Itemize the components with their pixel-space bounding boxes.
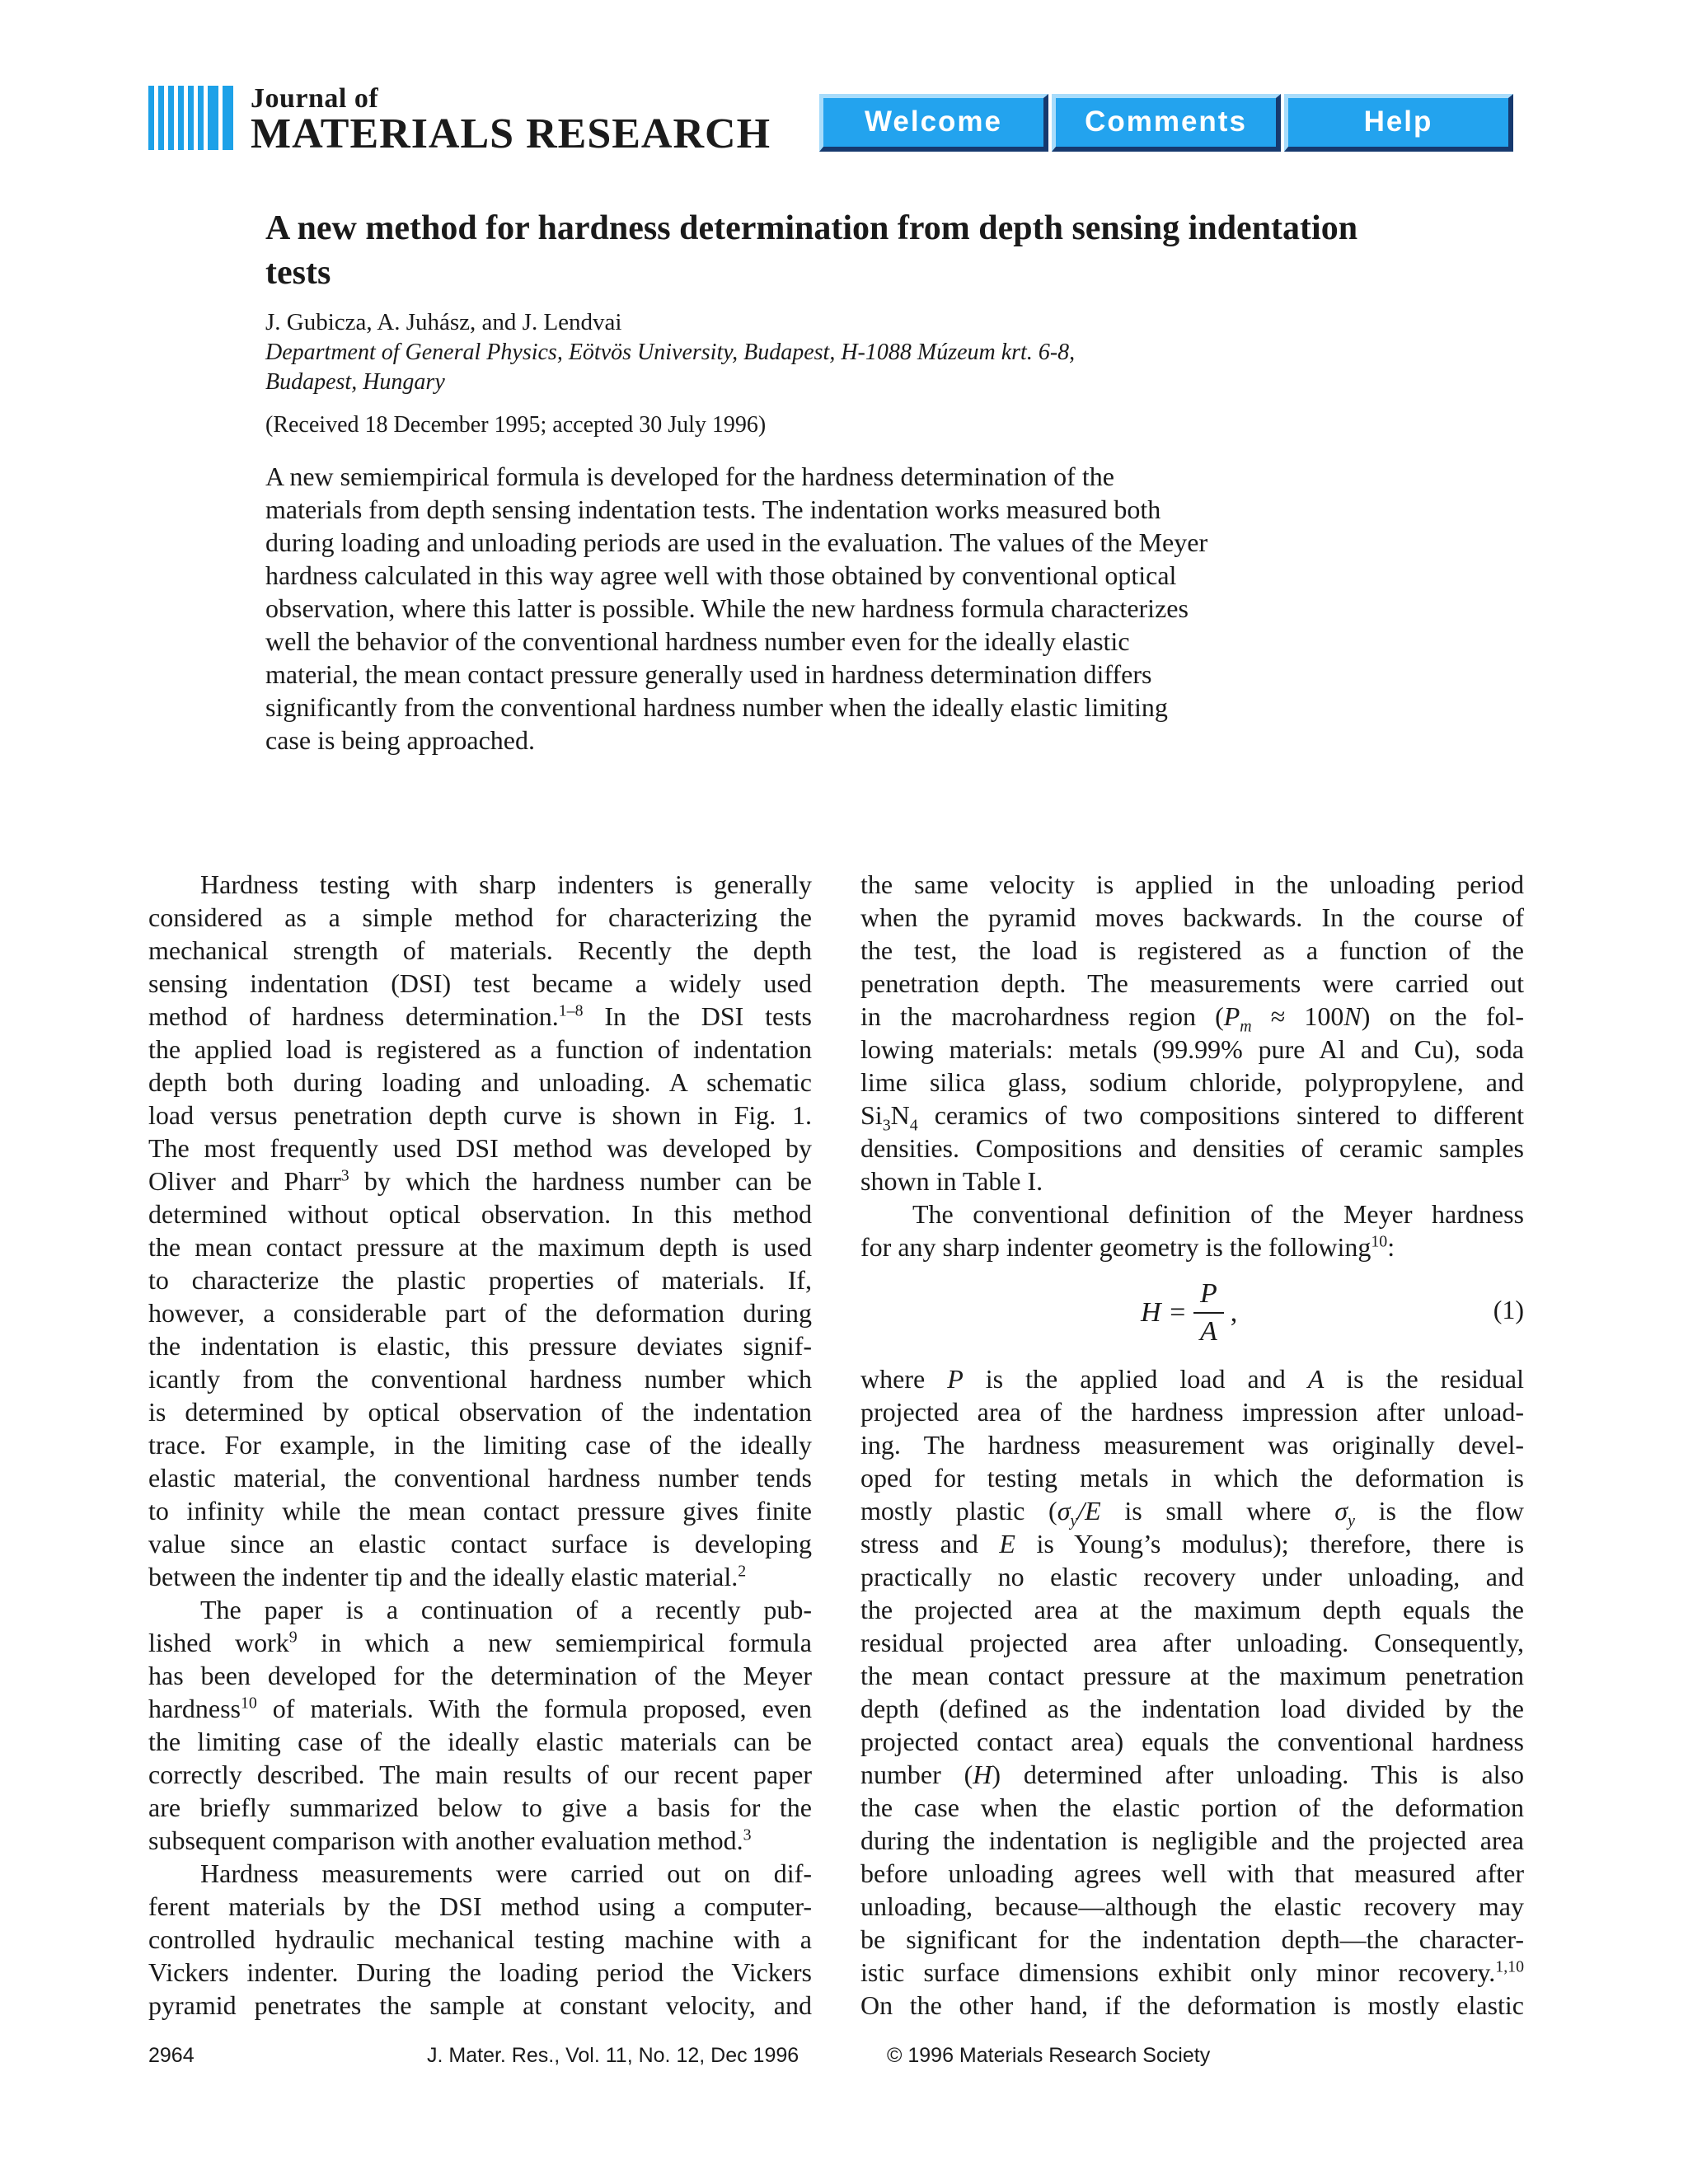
nav-bar <box>819 94 1513 152</box>
citation-ref: 3 <box>340 1166 349 1185</box>
equation-body: H = $\frac{P}{A}$ , <box>1141 1278 1238 1347</box>
text-line: the mean contact pressure at the maximum depth is used <box>148 1232 812 1262</box>
citation-ref: 10 <box>1371 1232 1388 1251</box>
text-line: the indentation is elastic, this pressure deviates signif- <box>148 1331 812 1361</box>
abstract-line: significantly from the conventional hardness number when the ideally elastic limiting <box>265 692 1168 722</box>
text-line: Oliver and Pharr$^3$ by which the hardness number can be <box>148 1166 813 1196</box>
abstract-line: A new semiempirical formula is developed for the hardness determination of the <box>265 462 1114 491</box>
logo-title: MATERIALS RESEARCH <box>251 110 771 157</box>
abstract <box>265 460 1337 757</box>
citation-ref: 1–8 <box>558 1001 584 1020</box>
text-line: lime silica glass, sodium chloride, polypropylene, and <box>860 1067 1524 1097</box>
text-line: in the macrohardness region $(P_m \approx 100N)$ on the fol- <box>860 1001 1525 1036</box>
journal-citation: J. Mater. Res., Vol. 11, No. 12, Dec 1996 <box>427 2044 799 2067</box>
abstract-line: well the behavior of the conventional hardness number even for the ideally elastic <box>265 626 1130 656</box>
text-line: ferent materials by the DSI method using a computer- <box>148 1891 812 1921</box>
text-line: penetration depth. The measurements were carried out <box>860 968 1524 998</box>
text-line: Hardness testing with sharp indenters is generally <box>200 869 812 899</box>
text-line: where P is the applied load and A is the residual <box>860 1364 1525 1394</box>
equation-numerator: P <box>1193 1277 1224 1314</box>
text-line: Vickers indenter. During the loading period the Vickers <box>148 1957 812 1987</box>
abstract-line: case is being approached. <box>265 725 535 755</box>
text-line: On the other hand, if the deformation is mostly elastic <box>860 1990 1524 2020</box>
text-line: practically no elastic recovery under unloading, and <box>860 1562 1524 1591</box>
text-line: during the indentation is negligible and the projected area <box>860 1825 1524 1855</box>
text-line: The conventional definition of the Meyer hardness <box>912 1199 1524 1229</box>
text-line: mechanical strength of materials. Recently the depth <box>148 935 812 965</box>
logo-journal: Journal of <box>251 83 379 114</box>
text-line: to infinity while the mean contact pressure gives finite <box>148 1496 812 1526</box>
affiliation <box>265 338 1254 397</box>
text-line: between the indenter tip and the ideally elastic material.$^2$ <box>148 1562 747 1591</box>
text-line: the mean contact pressure at the maximum penetration <box>860 1661 1524 1690</box>
text-line: The paper is a continuation of a recently pub- <box>200 1595 812 1624</box>
equation-lhs: H = <box>1141 1297 1187 1328</box>
abstract-line: during loading and unloading periods are used in the evaluation. The values of the Meyer <box>265 527 1208 557</box>
body-column-right <box>860 868 1524 2022</box>
abstract-line: observation, where this latter is possible. While the new hardness formula characterizes <box>265 593 1189 623</box>
text-line: be significant for the indentation depth—the character- <box>860 1924 1524 1954</box>
text-line: number (H) determined after unloading. This is also <box>860 1760 1525 1789</box>
comments-button[interactable]: Comments <box>1052 94 1281 152</box>
text-line: lowing materials: metals (99.99% pure Al and Cu), soda <box>860 1034 1524 1064</box>
text-line: subsequent comparison with another evaluation method.$^3$ <box>148 1825 752 1855</box>
affiliation-line: Department of General Physics, Eötvös University, Budapest, H-1088 Múzeum krt. 6-8, <box>265 340 1076 365</box>
text-line: trace. For example, in the limiting case of the ideally <box>148 1430 812 1460</box>
text-line: depth (defined as the indentation load divided by the <box>860 1694 1524 1723</box>
text-line: has been developed for the determination of the Meyer <box>148 1661 812 1690</box>
text-line: elastic material, the conventional hardness number tends <box>148 1463 812 1493</box>
citation-ref: 2 <box>738 1562 747 1581</box>
equation-fraction <box>1193 1277 1224 1348</box>
text-line: for any sharp indenter geometry is the following$^{10}$: <box>860 1232 1395 1262</box>
copyright: © 1996 Materials Research Society <box>887 2044 1211 2067</box>
text-line: depth both during loading and unloading. A schematic <box>148 1067 812 1097</box>
body-column-left <box>148 868 812 2022</box>
citation-ref: 10 <box>240 1694 257 1713</box>
text-line: considered as a simple method for characterizing the <box>148 902 812 932</box>
text-line: densities. Compositions and densities of ceramic samples <box>860 1133 1524 1163</box>
abstract-line: materials from depth sensing indentation tests. The indentation works measured both <box>265 494 1161 524</box>
text-line: oped for testing metals in which the deformation is <box>860 1463 1524 1493</box>
text-line: projected contact area) equals the conventional hardness <box>860 1727 1524 1756</box>
authors: J. Gubicza, A. Juhász, and J. Lendvai <box>265 309 622 335</box>
help-button[interactable]: Help <box>1284 94 1513 152</box>
text-line: value since an elastic contact surface is developing <box>148 1529 812 1558</box>
text-line: controlled hydraulic mechanical testing machine with a <box>148 1924 812 1954</box>
abstract-line: material, the mean contact pressure generally used in hardness determination differs <box>265 659 1152 689</box>
welcome-button[interactable]: Welcome <box>819 94 1048 152</box>
text-line: before unloading agrees well with that measured after <box>860 1858 1524 1888</box>
equation-1 <box>860 1263 1524 1362</box>
text-line: Hardness measurements were carried out on dif- <box>200 1858 812 1888</box>
equation-number: (1) <box>1493 1295 1524 1324</box>
text-line: icantly from the conventional hardness number which <box>148 1364 812 1394</box>
logo-bars-icon <box>148 86 233 150</box>
text-line: istic surface dimensions exhibit only minor recovery.$^{1,10}$ <box>860 1957 1524 1987</box>
text-line: load versus penetration depth curve is shown in Fig. 1. <box>148 1100 812 1130</box>
text-line: unloading, because—although the elastic recovery may <box>860 1891 1524 1921</box>
text-line: $Si_3N_4$ ceramics of two compositions sintered to different <box>860 1100 1524 1135</box>
received-dates: (Received 18 December 1995; accepted 30 July 1996) <box>265 412 767 438</box>
text-line: the same velocity is applied in the unloading period <box>860 869 1524 899</box>
text-line: determined without optical observation. In this method <box>148 1199 812 1229</box>
text-line: sensing indentation (DSI) test became a widely used <box>148 968 812 998</box>
logo-text <box>251 84 771 155</box>
text-line: correctly described. The main results of our recent paper <box>148 1760 812 1789</box>
text-line: the limiting case of the ideally elastic materials can be <box>148 1727 812 1756</box>
text-line: The most frequently used DSI method was developed by <box>148 1133 812 1163</box>
text-line: ing. The hardness measurement was originally devel- <box>860 1430 1524 1460</box>
text-line: pyramid penetrates the sample at constant velocity, and <box>148 1990 812 2020</box>
text-line: the test, the load is registered as a function of the <box>860 935 1524 965</box>
affiliation-line: Budapest, Hungary <box>265 369 445 395</box>
text-line: method of hardness determination.$^{1-8}$ In the DSI tests <box>148 1001 813 1031</box>
text-line: is determined by optical observation of the indentation <box>148 1397 812 1427</box>
text-line: projected area of the hardness impression after unload- <box>860 1397 1524 1427</box>
equation-denominator: A <box>1200 1316 1217 1347</box>
text-line: when the pyramid moves backwards. In the course of <box>860 902 1524 932</box>
text-line: stress and E is Young’s modulus); therefore, there is <box>860 1529 1525 1558</box>
citation-ref: 3 <box>743 1825 752 1844</box>
text-line: hardness$^{10}$ of materials. With the formula proposed, even <box>148 1694 812 1723</box>
page-number: 2964 <box>148 2044 195 2067</box>
citation-ref: 9 <box>288 1628 298 1647</box>
citation-ref: 1,10 <box>1495 1957 1524 1976</box>
text-line: the case when the elastic portion of the deformation <box>860 1793 1524 1822</box>
text-line: however, a considerable part of the deformation during <box>148 1298 812 1328</box>
abstract-line: hardness calculated in this way agree well with those obtained by conventional optical <box>265 560 1177 590</box>
journal-logo <box>148 83 775 157</box>
text-line: to characterize the plastic properties of materials. If, <box>148 1265 812 1295</box>
article-title: A new method for hardness determination from depth sensing indentation tests <box>265 209 1358 292</box>
text-line: shown in Table I. <box>860 1166 1043 1196</box>
text-line: lished work$^9$ in which a new semiempirical formula <box>148 1628 813 1657</box>
text-line: the projected area at the maximum depth equals the <box>860 1595 1524 1624</box>
text-line: are briefly summarized below to give a basis for the <box>148 1793 812 1822</box>
text-line: the applied load is registered as a function of indentation <box>148 1034 812 1064</box>
text-line: mostly plastic ($\sigma_y/E$ is small where $\sigma_y$ is the flow <box>860 1496 1525 1530</box>
text-line: residual projected area after unloading. Consequently, <box>860 1628 1524 1657</box>
